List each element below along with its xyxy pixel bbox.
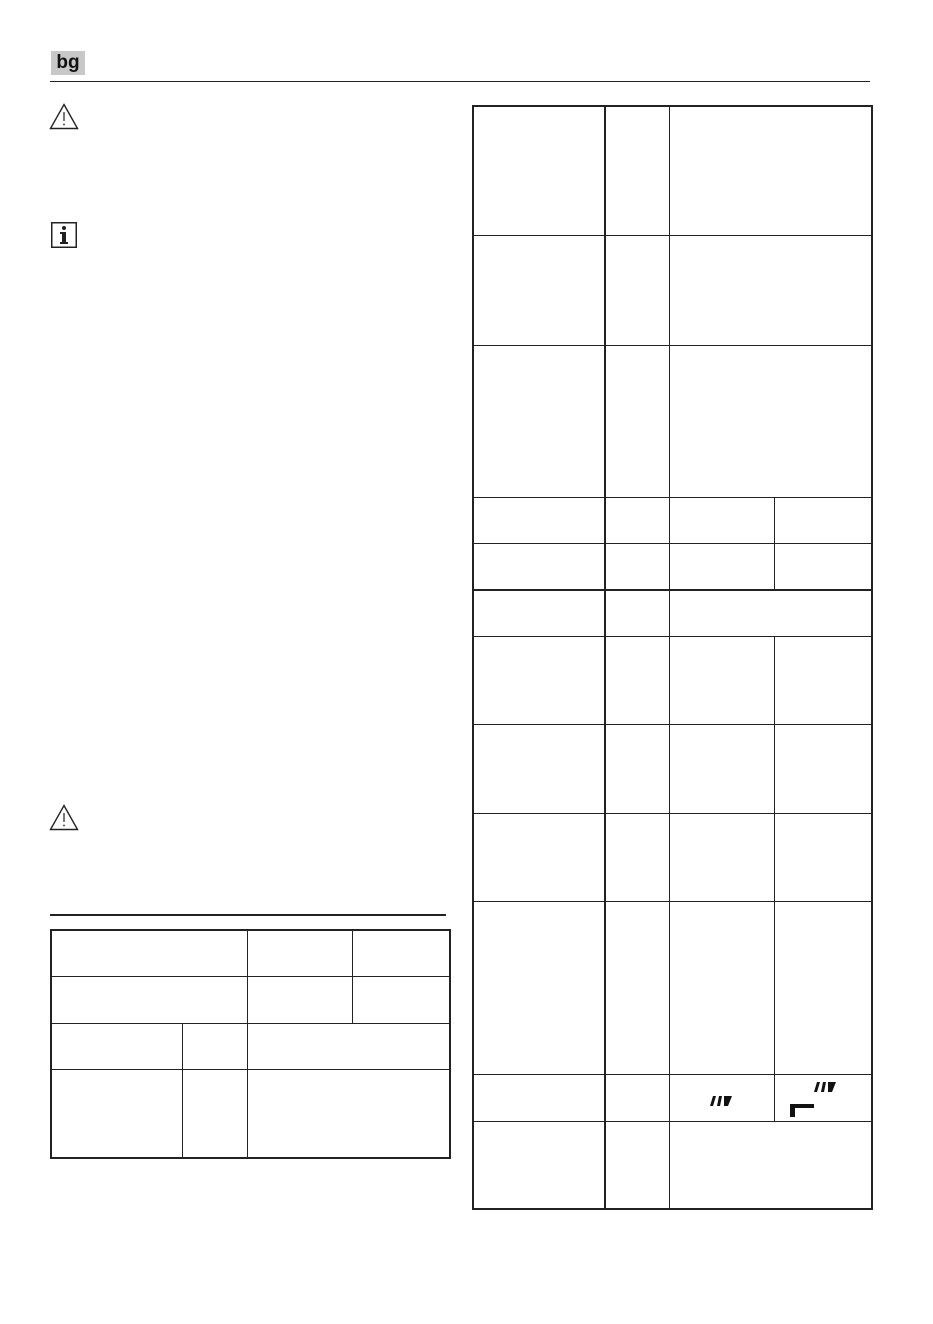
- language-badge: bg: [51, 51, 85, 75]
- section-divider: [50, 914, 446, 916]
- warning-icon: [49, 103, 79, 130]
- info-icon: [51, 222, 77, 248]
- drilling-mode-icon: [708, 1094, 734, 1108]
- hammer-drilling-mode-icon: [786, 1080, 842, 1118]
- header-divider: [50, 81, 870, 82]
- warning-icon: [49, 804, 79, 831]
